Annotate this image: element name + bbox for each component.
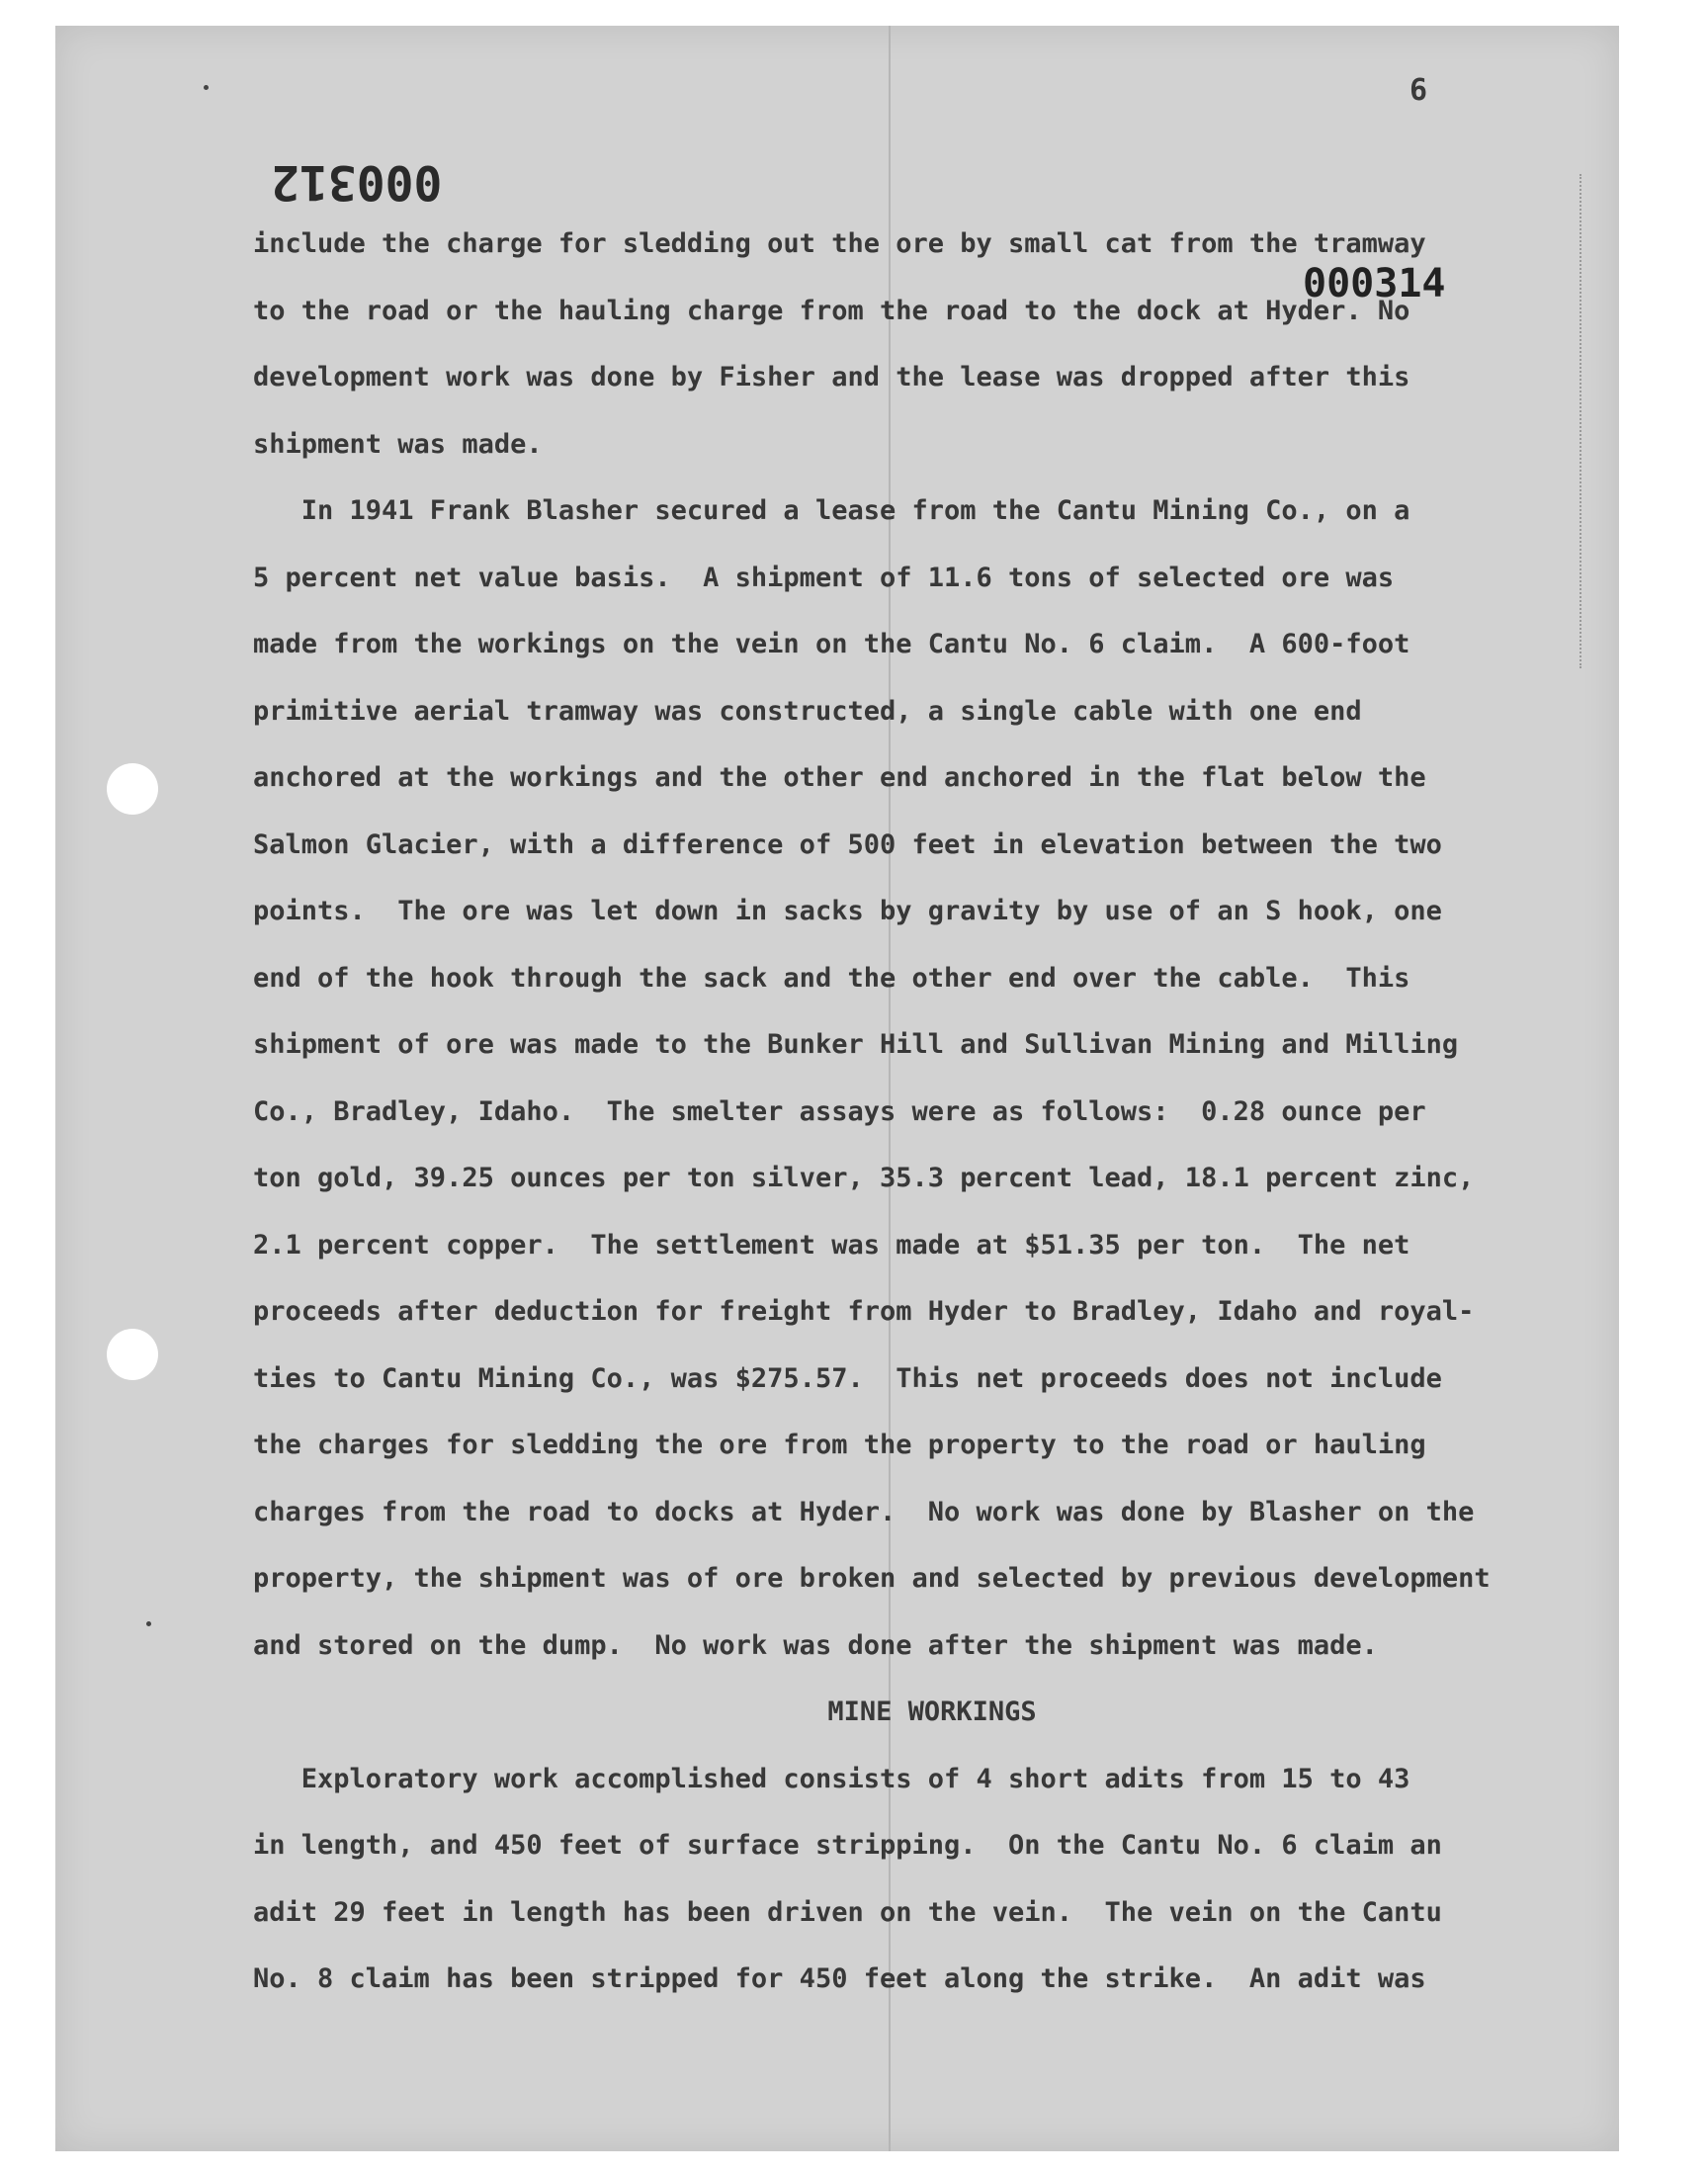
section-heading: MINE WORKINGS: [827, 1696, 1037, 1727]
text-line: the charges for sledding the ore from the property to the road or hauling: [253, 1430, 1426, 1460]
page-number: 6: [1409, 73, 1428, 108]
text-line: include the charge for sledding out the ore by small cat from the tramway: [253, 228, 1426, 259]
punch-hole: [107, 1329, 158, 1380]
text-line: development work was done by Fisher and the lease was dropped after this: [253, 362, 1410, 392]
text-line: made from the workings on the vein on the Cantu No. 6 claim. A 600-foot: [253, 629, 1410, 659]
document-stamp-number: 000314: [1303, 261, 1446, 306]
text-line: points. The ore was let down in sacks by gravity by use of an S hook, one: [253, 896, 1442, 926]
text-line: proceeds after deduction for freight from Hyder to Bradley, Idaho and royal-: [253, 1296, 1475, 1327]
text-line: ton gold, 39.25 ounces per ton silver, 35.3 percent lead, 18.1 percent zinc,: [253, 1163, 1475, 1193]
text-line: Exploratory work accomplished consists of 4 short adits from 15 to 43: [253, 1763, 1410, 1794]
text-line: in length, and 450 feet of surface stripping. On the Cantu No. 6 claim an: [253, 1830, 1442, 1861]
text-line: 2.1 percent copper. The settlement was made at $51.35 per ton. The net: [253, 1229, 1410, 1261]
punch-hole: [107, 763, 158, 815]
text-line: 5 percent net value basis. A shipment of 11.6 tons of selected ore was: [253, 562, 1395, 593]
text-line: Salmon Glacier, with a difference of 500 feet in elevation between the two: [253, 828, 1442, 860]
text-line: and stored on the dump. No work was done after the shipment was made.: [253, 1629, 1378, 1661]
text-line: Co., Bradley, Idaho. The smelter assays were as follows: 0.28 ounce per: [253, 1095, 1426, 1127]
text-line: end of the hook through the sack and the other end over the cable. This: [253, 962, 1410, 994]
text-line: No. 8 claim has been stripped for 450 feet along the strike. An adit was: [253, 1963, 1426, 1994]
document-page: [55, 26, 1619, 2151]
text-line: shipment of ore was made to the Bunker Hill and Sullivan Mining and Milling: [253, 1029, 1459, 1060]
ink-speck: [146, 1621, 151, 1626]
text-line: charges from the road to docks at Hyder. No work was done by Blasher on the: [253, 1496, 1475, 1527]
text-line: ties to Cantu Mining Co., was $275.57. This net proceeds does not include: [253, 1362, 1442, 1394]
text-line: In 1941 Frank Blasher secured a lease from the Cantu Mining Co., on a: [253, 495, 1410, 526]
document-stamp-number: 000312: [271, 154, 443, 210]
text-line: property, the shipment was of ore broken and selected by previous development: [253, 1563, 1491, 1594]
text-line: adit 29 feet in length has been driven on the vein. The vein on the Cantu: [253, 1896, 1442, 1928]
text-line: shipment was made.: [253, 428, 543, 460]
text-line: primitive aerial tramway was constructed, a single cable with one end: [253, 695, 1362, 727]
text-line: to the road or the hauling charge from the road to the dock at Hyder. No: [253, 295, 1410, 326]
text-line: anchored at the workings and the other end anchored in the flat below the: [253, 762, 1426, 793]
ink-speck: [204, 85, 209, 90]
body-text: [253, 221, 1578, 2024]
